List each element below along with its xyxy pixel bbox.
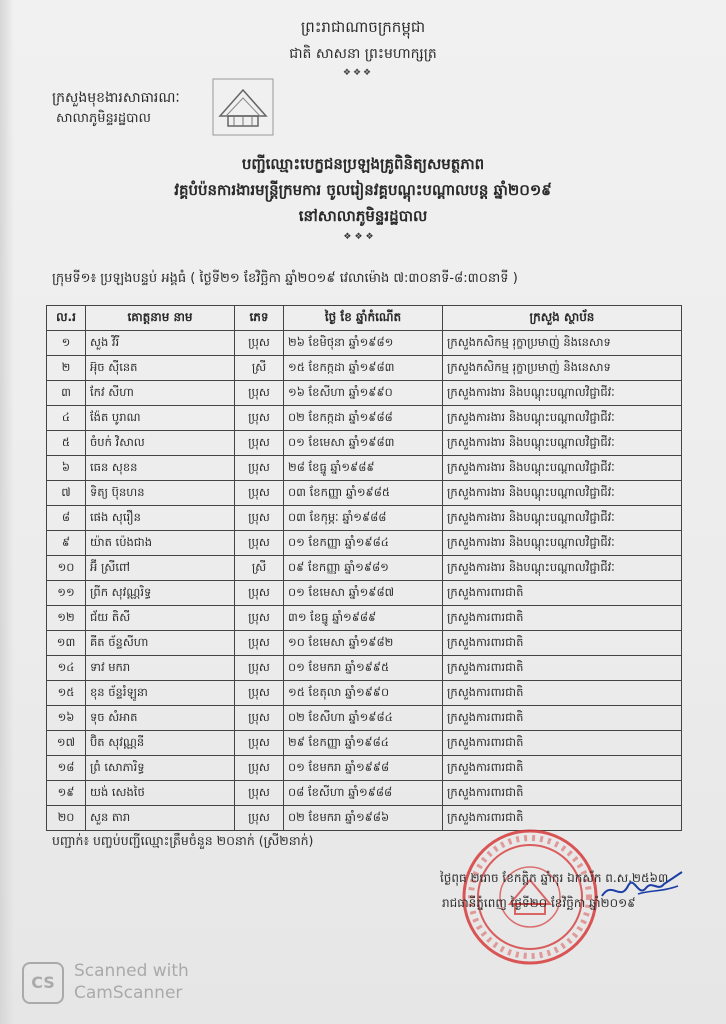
cell-dob: ១៥ ខែកក្កដា ឆ្នាំ១៩៨៣ bbox=[284, 356, 443, 381]
cell-no: ១៩ bbox=[47, 781, 86, 806]
cell-dob: ១៦ ខែសីហា ឆ្នាំ១៩៩០ bbox=[284, 381, 443, 406]
cell-no: ៥ bbox=[47, 431, 86, 456]
cell-ministry: ក្រសួងការងារ និងបណ្តុះបណ្តាលវិជ្ជាជីវៈ bbox=[443, 456, 682, 481]
cell-sex: ប្រុស bbox=[235, 631, 284, 656]
cell-sex: ប្រុស bbox=[235, 406, 284, 431]
table-row bbox=[47, 481, 682, 506]
cell-name: យង់ សេងថៃ bbox=[86, 781, 235, 806]
header-no: ល.រ bbox=[47, 306, 86, 331]
cell-dob: ០១ ខែមករា ឆ្នាំ១៩៩៨ bbox=[284, 756, 443, 781]
cell-no: ១ bbox=[47, 331, 86, 356]
cell-dob: ០១ ខែមេសា ឆ្នាំ១៩៨៣ bbox=[284, 431, 443, 456]
cell-name: អ៊ី ស្រីពៅ bbox=[86, 556, 235, 581]
motto-heading: ជាតិ សាសនា ព្រះមហាក្សត្រ bbox=[289, 46, 437, 62]
cell-no: ២ bbox=[47, 356, 86, 381]
header-dob: ថ្ងៃ ខែ ឆ្នាំកំណើត bbox=[284, 306, 443, 331]
cell-name: សួង វិរី bbox=[86, 331, 235, 356]
cell-dob: ២៨ ខែធ្នូ ឆ្នាំ១៩៨៩ bbox=[284, 456, 443, 481]
cell-name: យ៉ាត ប៉េងជាង bbox=[86, 531, 235, 556]
cell-ministry: ក្រសួងការងារ និងបណ្តុះបណ្តាលវិជ្ជាជីវៈ bbox=[443, 406, 682, 431]
cell-no: ១២ bbox=[47, 606, 86, 631]
cell-no: ៨ bbox=[47, 506, 86, 531]
cell-no: ១៣ bbox=[47, 631, 86, 656]
cell-no: ១៥ bbox=[47, 681, 86, 706]
cell-name: ព្រំ សោភារិទ្ធ bbox=[86, 756, 235, 781]
cell-name: ទិត្យ ប៊ុនហន bbox=[86, 481, 235, 506]
cell-dob: ៣១ ខែធ្នូ ឆ្នាំ១៩៨៩ bbox=[284, 606, 443, 631]
cell-sex: ប្រុស bbox=[235, 581, 284, 606]
cell-name: ធេន សុខន bbox=[86, 456, 235, 481]
cell-dob: ០៣ ខែកុម្ភៈ ឆ្នាំ១៩៨៨ bbox=[284, 506, 443, 531]
cell-no: ២០ bbox=[47, 806, 86, 831]
cell-name: គីត ច័ន្ទសីហា bbox=[86, 631, 235, 656]
cell-ministry: ក្រសួងការងារ និងបណ្តុះបណ្តាលវិជ្ជាជីវៈ bbox=[443, 506, 682, 531]
school-logo-icon bbox=[212, 78, 274, 136]
cell-dob: ២៩ ខែកញ្ញា ឆ្នាំ១៩៨៤ bbox=[284, 731, 443, 756]
header-sex: ភេទ bbox=[235, 306, 284, 331]
camscanner-line-2: CamScanner bbox=[74, 983, 183, 1003]
cell-dob: ០៨ ខែសីហា ឆ្នាំ១៩៨៨ bbox=[284, 781, 443, 806]
cell-ministry: ក្រសួងកសិកម្ម រុក្ខាប្រមាញ់ និងនេសាទ bbox=[443, 331, 682, 356]
cell-ministry: ក្រសួងការពារជាតិ bbox=[443, 606, 682, 631]
cell-ministry: ក្រសួងការពារជាតិ bbox=[443, 731, 682, 756]
cell-name: ទុច សំអាត bbox=[86, 706, 235, 731]
table-row bbox=[47, 606, 682, 631]
heading-ornament: ❖❖❖ bbox=[342, 68, 374, 78]
cell-sex: ប្រុស bbox=[235, 506, 284, 531]
cell-no: ៣ bbox=[47, 381, 86, 406]
cell-sex: ប្រុស bbox=[235, 381, 284, 406]
cell-sex: ប្រុស bbox=[235, 706, 284, 731]
cell-name: ង៉ែត បូរាណ bbox=[86, 406, 235, 431]
table-row bbox=[47, 681, 682, 706]
cell-sex: ប្រុស bbox=[235, 756, 284, 781]
table-row bbox=[47, 506, 682, 531]
table-row bbox=[47, 656, 682, 681]
cell-dob: ០៩ ខែកញ្ញា ឆ្នាំ១៩៨១ bbox=[284, 556, 443, 581]
cell-name: អ៊ុច ស៊ីនេត bbox=[86, 356, 235, 381]
cell-ministry: ក្រសួងការងារ និងបណ្តុះបណ្តាលវិជ្ជាជីវៈ bbox=[443, 381, 682, 406]
cell-no: ៩ bbox=[47, 531, 86, 556]
cell-ministry: ក្រសួងការពារជាតិ bbox=[443, 781, 682, 806]
cell-no: ១៦ bbox=[47, 706, 86, 731]
cell-name: ជ័យ តិសី bbox=[86, 606, 235, 631]
candidate-table bbox=[46, 305, 682, 831]
cell-no: ១១ bbox=[47, 581, 86, 606]
cell-sex: ប្រុស bbox=[235, 481, 284, 506]
cell-no: ១៧ bbox=[47, 731, 86, 756]
title-line-3: នៅសាលាភូមិន្ទរដ្ឋបាល bbox=[298, 207, 428, 225]
table-header-row bbox=[47, 306, 682, 331]
table-row bbox=[47, 331, 682, 356]
header-ministry: ក្រសួង ស្ថាប័ន bbox=[443, 306, 682, 331]
cell-name: ប៊ិត សុវណ្ណនី bbox=[86, 731, 235, 756]
cell-ministry: ក្រសួងការងារ និងបណ្តុះបណ្តាលវិជ្ជាជីវៈ bbox=[443, 431, 682, 456]
camscanner-logo-icon: CS bbox=[22, 962, 64, 1004]
table-row bbox=[47, 781, 682, 806]
cell-sex: ប្រុស bbox=[235, 806, 284, 831]
table-row bbox=[47, 706, 682, 731]
cell-dob: ០២ ខែមករា ឆ្នាំ១៩៨៦ bbox=[284, 806, 443, 831]
table-row bbox=[47, 731, 682, 756]
cell-dob: ១៥ ខែតុលា ឆ្នាំ១៩៩០ bbox=[284, 681, 443, 706]
cell-sex: ប្រុស bbox=[235, 331, 284, 356]
cell-sex: ស្រី bbox=[235, 356, 284, 381]
table-row bbox=[47, 756, 682, 781]
cell-no: ១៤ bbox=[47, 656, 86, 681]
cell-no: ៦ bbox=[47, 456, 86, 481]
cell-ministry: ក្រសួងការពារជាតិ bbox=[443, 806, 682, 831]
cell-ministry: ក្រសួងកសិកម្ម រុក្ខាប្រមាញ់ និងនេសាទ bbox=[443, 356, 682, 381]
cell-ministry: ក្រសួងការងារ និងបណ្តុះបណ្តាលវិជ្ជាជីវៈ bbox=[443, 531, 682, 556]
cell-ministry: ក្រសួងការពារជាតិ bbox=[443, 656, 682, 681]
school-name: សាលាភូមិន្ទរដ្ឋបាល bbox=[56, 111, 151, 126]
cell-name: កែវ សីហា bbox=[86, 381, 235, 406]
table-row bbox=[47, 581, 682, 606]
cell-name: ខុន ច័ន្ទរំឡូនា bbox=[86, 681, 235, 706]
cell-no: ១០ bbox=[47, 556, 86, 581]
cell-ministry: ក្រសួងការពារជាតិ bbox=[443, 756, 682, 781]
cell-no: ៧ bbox=[47, 481, 86, 506]
cell-dob: ០១ ខែមេសា ឆ្នាំ១៩៨៧ bbox=[284, 581, 443, 606]
page-edge-shadow bbox=[0, 0, 14, 1024]
total-note: បញ្ជាក់៖ បញ្ចប់បញ្ជីឈ្មោះត្រឹមចំនួន ២០នាក់ (ស្រី២នាក់) bbox=[52, 833, 314, 848]
cell-name: ទាវ មករា bbox=[86, 656, 235, 681]
cell-name: ផេង សុរឿន bbox=[86, 506, 235, 531]
date-lunar: ថ្ងៃពុធ ២រោច ខែកត្តិក ឆ្នាំកុរ ឯកស័ក ព.ស.២៥៦៣ bbox=[440, 871, 669, 885]
cell-sex: ប្រុស bbox=[235, 731, 284, 756]
ministry-name: ក្រសួងមុខងារសាធារណៈ bbox=[52, 90, 180, 106]
cell-name: ចំបក់ វិសាល bbox=[86, 431, 235, 456]
cell-dob: ២៦ ខែមិថុនា ឆ្នាំ១៩៨១ bbox=[284, 331, 443, 356]
cell-sex: ប្រុស bbox=[235, 606, 284, 631]
cell-sex: ប្រុស bbox=[235, 456, 284, 481]
cell-name: ព្រីក សុវណ្ណរិទ្ធ bbox=[86, 581, 235, 606]
cell-dob: ០២ ខែសីហា ឆ្នាំ១៩៨៤ bbox=[284, 706, 443, 731]
group-exam-info: ក្រុមទី១៖ ប្រឡងបន្ទប់ អង្គធំ ( ថ្ងៃទី២១ ខែវិច្ឆិកា ឆ្នាំ២០១៩ វេលាម៉ោង ៧:៣០នាទី-៨:៣០នាទី ) bbox=[52, 271, 518, 286]
table-row bbox=[47, 531, 682, 556]
cell-dob: ០៣ ខែកញ្ញា ឆ្នាំ១៩៨៥ bbox=[284, 481, 443, 506]
table-row bbox=[47, 456, 682, 481]
signature-icon bbox=[598, 866, 688, 906]
cell-no: ១៨ bbox=[47, 756, 86, 781]
camscanner-text bbox=[74, 960, 234, 1004]
cell-ministry: ក្រសួងការពារជាតិ bbox=[443, 681, 682, 706]
table-row bbox=[47, 356, 682, 381]
cell-no: ៤ bbox=[47, 406, 86, 431]
cell-sex: ប្រុស bbox=[235, 781, 284, 806]
cell-dob: ០២ ខែកក្កដា ឆ្នាំ១៩៨៨ bbox=[284, 406, 443, 431]
header-name: គោត្តនាម នាម bbox=[86, 306, 235, 331]
cell-ministry: ក្រសួងការពារជាតិ bbox=[443, 581, 682, 606]
title-line-1: បញ្ជីឈ្មោះបេក្ខជនប្រឡងគ្រូពិនិត្យសមត្ថភាព bbox=[241, 155, 485, 173]
table-row bbox=[47, 431, 682, 456]
title-line-2: វគ្គបំប៉នការងារមន្ត្រីក្រមការ ចូលរៀនវគ្គបណ្តុះបណ្តាលបន្ត ឆ្នាំ២០១៩ bbox=[174, 181, 552, 199]
cell-ministry: ក្រសួងការពារជាតិ bbox=[443, 631, 682, 656]
cell-name: សួន តារា bbox=[86, 806, 235, 831]
table-row bbox=[47, 406, 682, 431]
cell-ministry: ក្រសួងការពារជាតិ bbox=[443, 706, 682, 731]
cell-sex: ប្រុស bbox=[235, 531, 284, 556]
cell-sex: ស្រី bbox=[235, 556, 284, 581]
table-row bbox=[47, 381, 682, 406]
cell-dob: ០១ ខែកញ្ញា ឆ្នាំ១៩៨៤ bbox=[284, 531, 443, 556]
table-row bbox=[47, 631, 682, 656]
cell-ministry: ក្រសួងការងារ និងបណ្តុះបណ្តាលវិជ្ជាជីវៈ bbox=[443, 556, 682, 581]
camscanner-line-1: Scanned with bbox=[74, 961, 189, 981]
date-place: រាជធានីភ្នំពេញ ថ្ងៃទី២០ ខែវិច្ឆិកា ឆ្នាំ២០១៩ bbox=[442, 896, 636, 910]
cell-ministry: ក្រសួងការងារ និងបណ្តុះបណ្តាលវិជ្ជាជីវៈ bbox=[443, 481, 682, 506]
cell-sex: ប្រុស bbox=[235, 656, 284, 681]
cell-dob: ១០ ខែមេសា ឆ្នាំ១៩៨២ bbox=[284, 631, 443, 656]
cell-sex: ប្រុស bbox=[235, 431, 284, 456]
kingdom-heading: ព្រះរាជាណាចក្រកម្ពុជា bbox=[300, 18, 426, 36]
cell-sex: ប្រុស bbox=[235, 681, 284, 706]
table-row bbox=[47, 556, 682, 581]
cell-dob: ០១ ខែមករា ឆ្នាំ១៩៩៥ bbox=[284, 656, 443, 681]
title-ornament: ❖❖❖ bbox=[343, 232, 377, 242]
